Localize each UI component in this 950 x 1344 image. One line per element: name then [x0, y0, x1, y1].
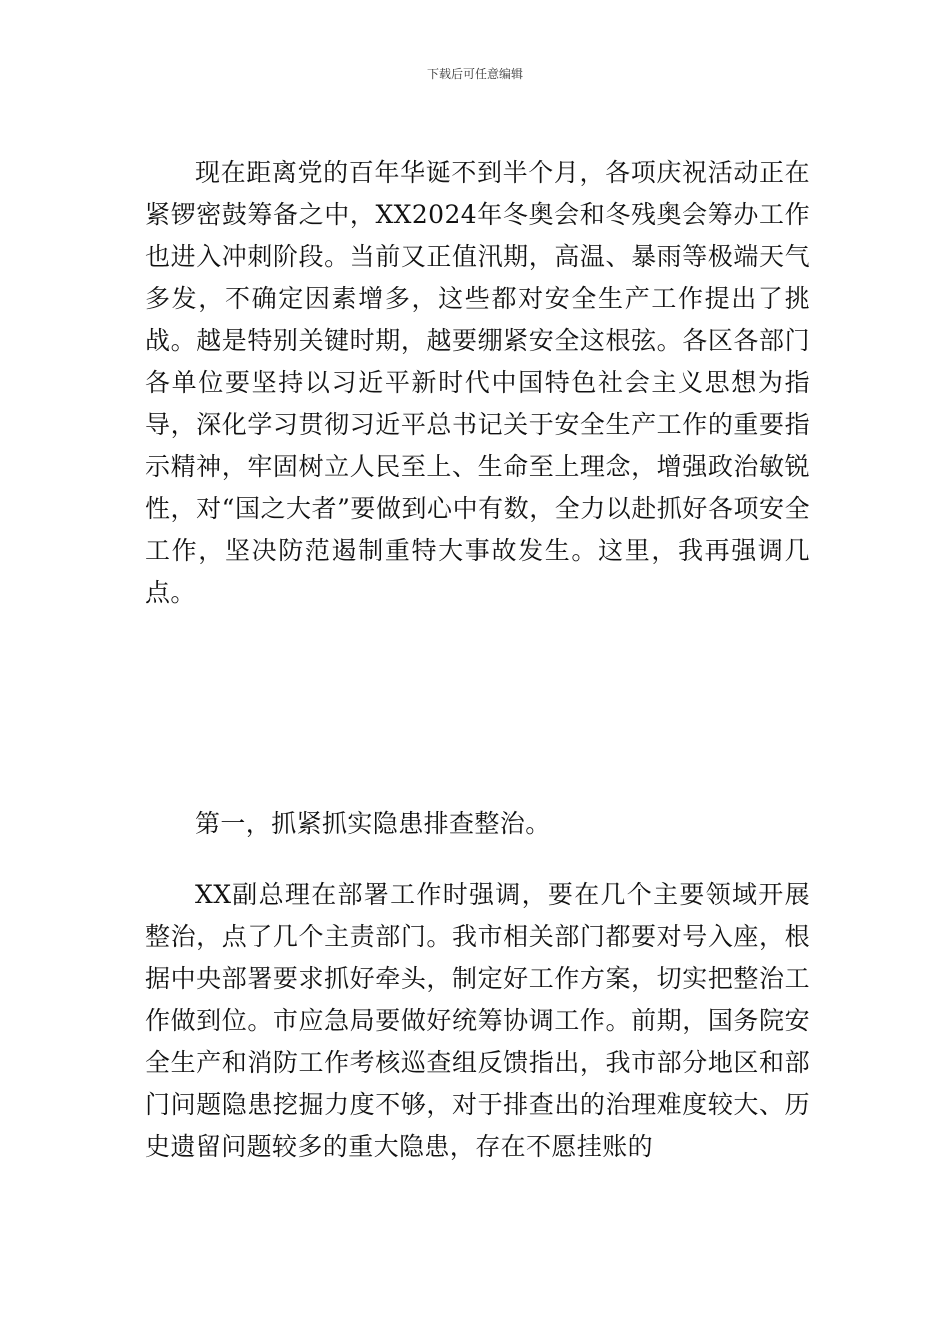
- paragraph-section-heading: 第一，抓紧抓实隐患排查整治。: [195, 809, 551, 838]
- paragraph-section-body: XX副总理在部署工作时强调，要在几个主要领域开展整治，点了几个主责部门。我市相关部门都要对号入座，根据中央部署要求抓好牵头，制定好工作方案，切实把整治工作做到位。市应急局要做好统筹协调工作。前期，国务院安全生产和消防工作考核巡查组反馈指出，我市部分地区和部门问题隐患挖掘力度不够，对于排查出的治理难度较大、历史遗留问题较多的重大隐患，存在不愿挂账的: [145, 880, 810, 1161]
- page-header: 下载后可任意编辑: [426, 67, 523, 81]
- paragraph-intro: 现在距离党的百年华诞不到半个月，各项庆祝活动正在紧锣密鼓筹备之中，XX2024年冬奥会和冬残奥会筹办工作也进入冲刺阶段。当前又正值汛期，高温、暴雨等极端天气多发，不确定因素增多，这些都对安全生产工作提出了挑战。越是特别关键时期，越要绷紧安全这根弦。各区各部门各单位要坚持以习近平新时代中国特色社会主义思想为指导，深化学习贯彻习近平总书记关于安全生产工作的重要指示精神，牢固树立人民至上、生命至上理念，增强政治敏锐性，对“国之大者”要做到心中有数，全力以赴抓好各项安全工作，坚决防范遏制重特大事故发生。这里，我再强调几点。: [145, 158, 810, 607]
